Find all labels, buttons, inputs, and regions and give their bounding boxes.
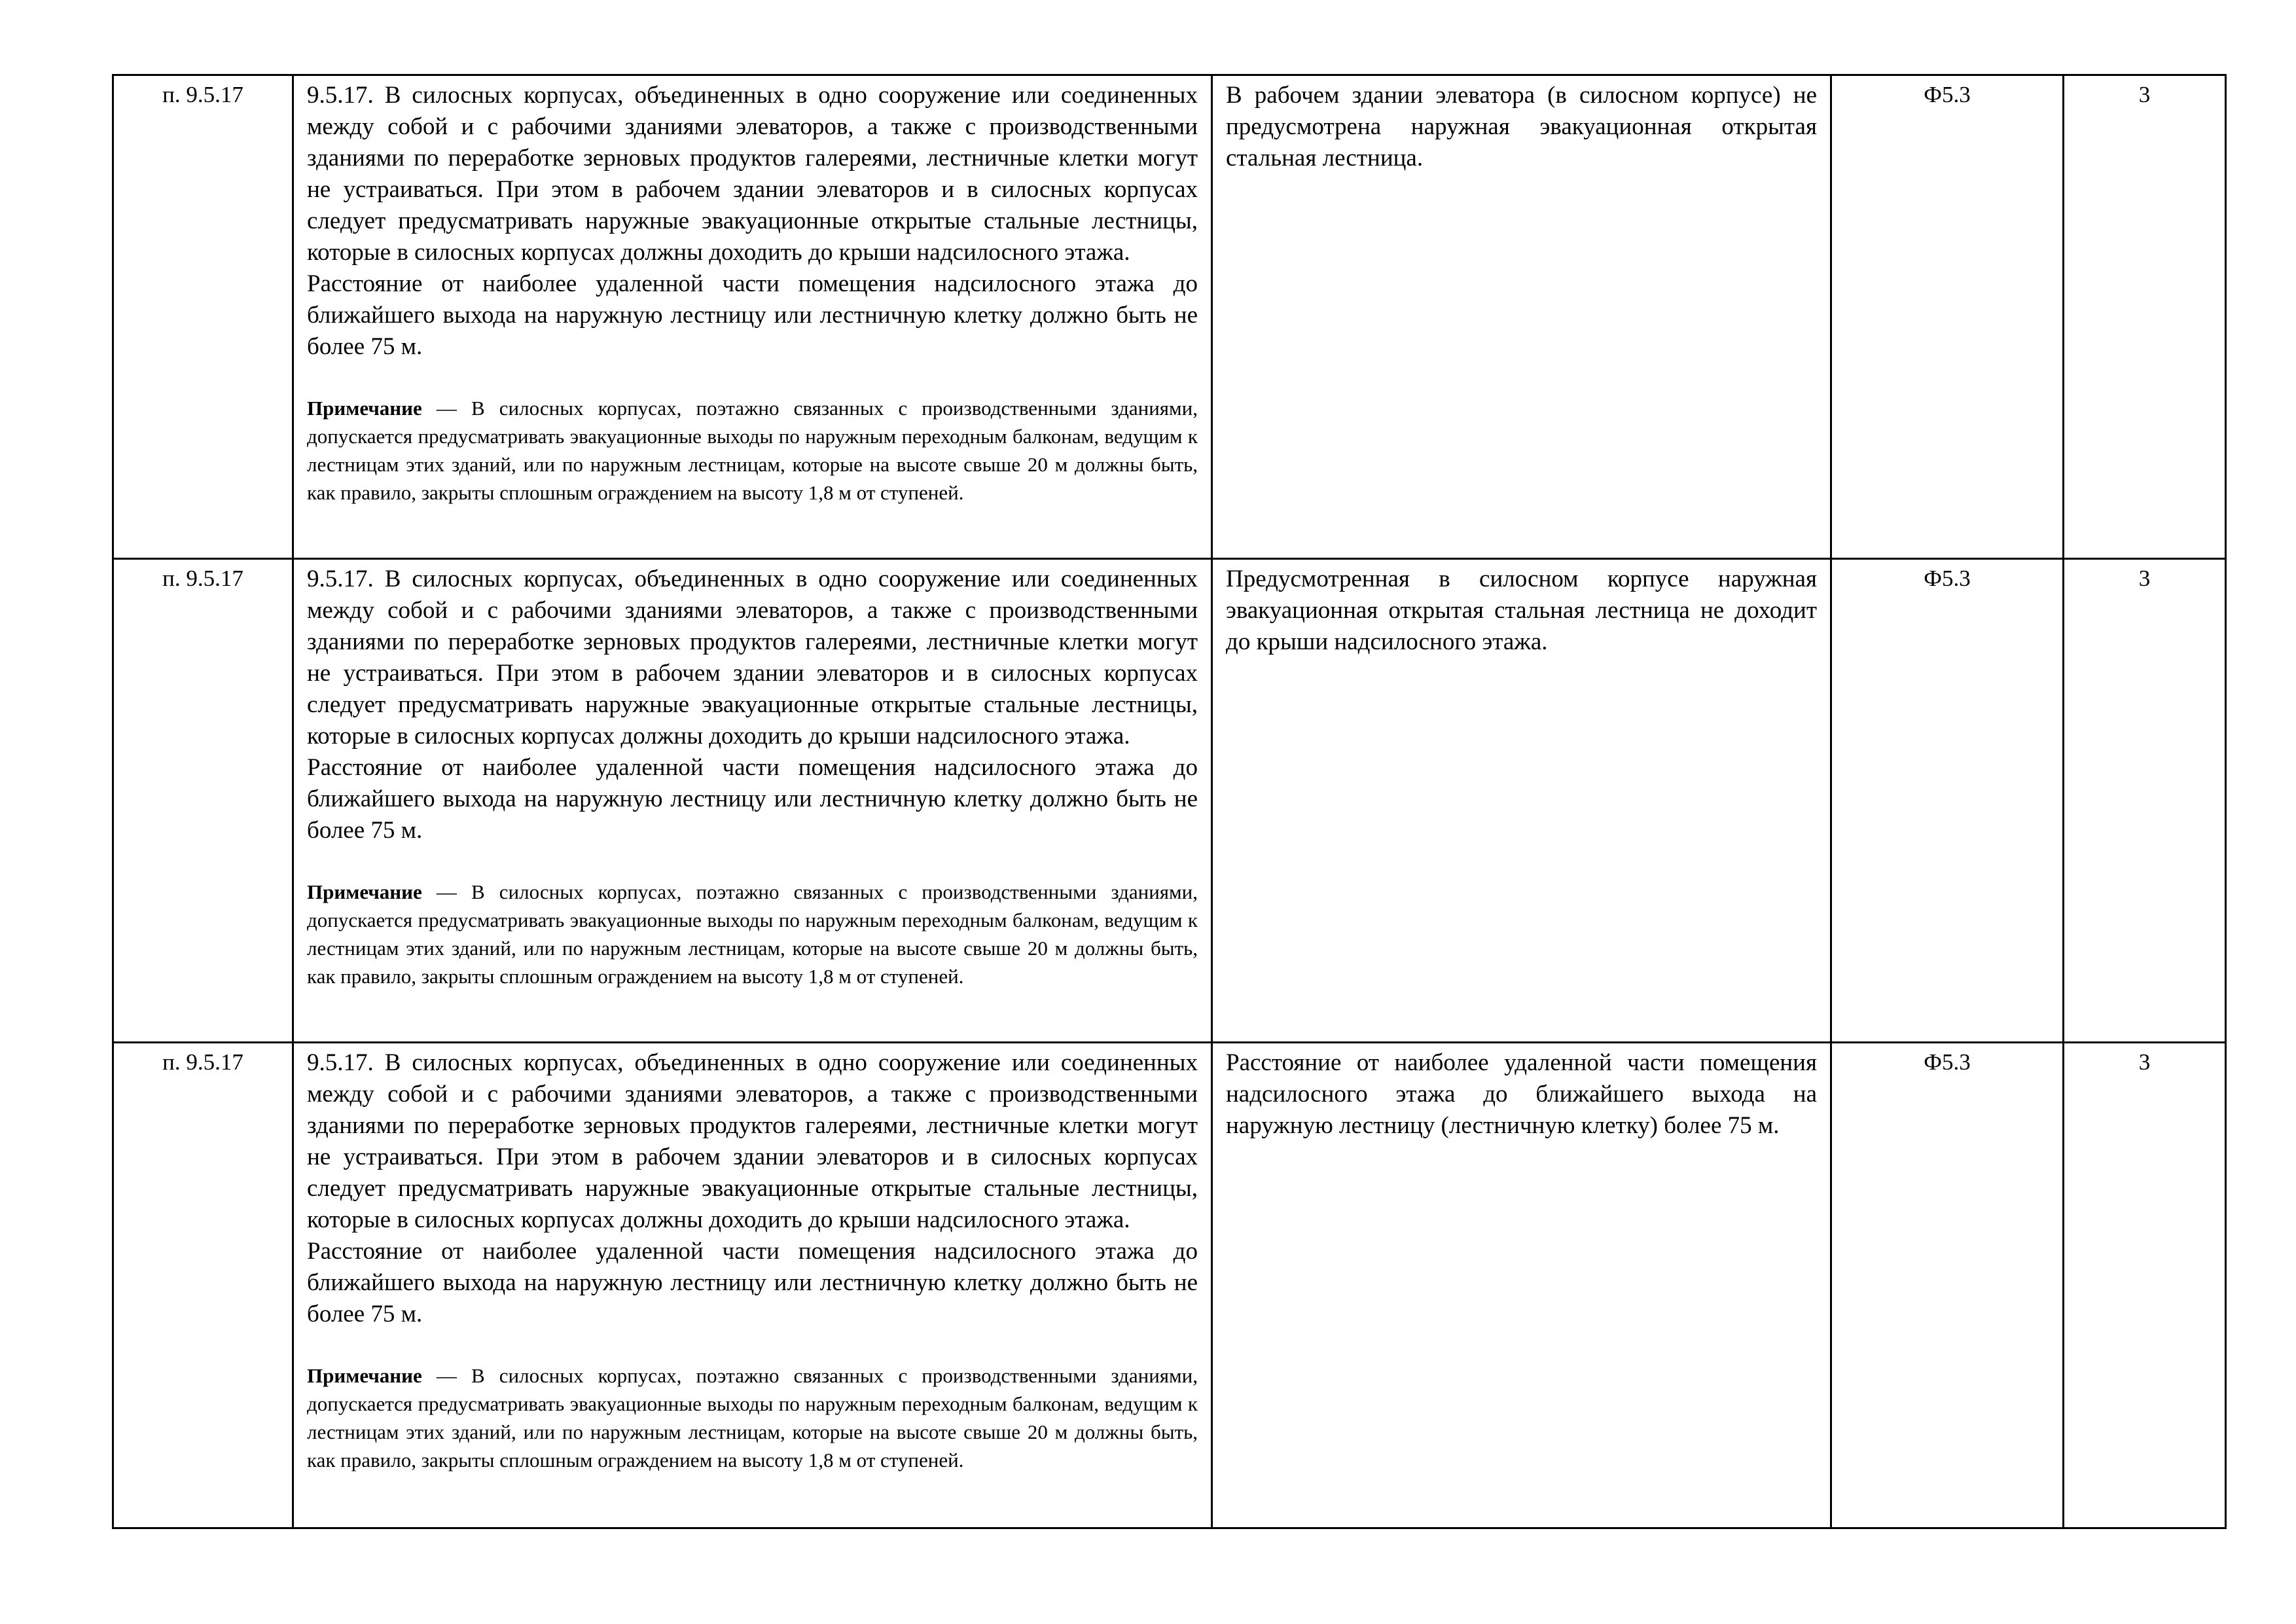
note-text: — В силосных корпусах, поэтажно связанных с производственными зданиями, допускается предусматривать эвакуационные выходы по наружным переходным балконам, ведущим к лестницам этих зданий, или по наружным лестницам, которые на высоте свыше 20 м должны быть, как правило, закрыты сплошным ограждением на высоту 1,8 м от ступеней. [307, 1364, 1198, 1471]
note-label: Примечание [307, 397, 422, 420]
clause-reference: п. 9.5.17 [113, 75, 293, 559]
requirement-note [307, 1362, 1198, 1474]
requirement-distance-text: Расстояние от наиболее удаленной части помещения надсилосного этажа до ближайшего выхода на наружную лестницу или лестничную клетку должно быть не более 75 м. [307, 754, 1198, 844]
category-value: 3 [2064, 559, 2226, 1043]
violation-description: Расстояние от наиболее удаленной части помещения надсилосного этажа до ближайшего выхода на наружную лестницу (лестничную клетку) более 75 м. [1212, 1043, 1831, 1528]
requirement-text-cell [293, 559, 1212, 1043]
requirement-note [307, 394, 1198, 507]
table-row [113, 559, 2226, 1043]
functional-class: Ф5.3 [1831, 1043, 2064, 1528]
functional-class: Ф5.3 [1831, 559, 2064, 1043]
violation-description: Предусмотренная в силосном корпусе наружная эвакуационная открытая стальная лестница не доходит до крыши надсилосного этажа. [1212, 559, 1831, 1043]
requirement-distance-text: Расстояние от наиболее удаленной части помещения надсилосного этажа до ближайшего выхода на наружную лестницу или лестничную клетку должно быть не более 75 м. [307, 1238, 1198, 1327]
clause-reference: п. 9.5.17 [113, 1043, 293, 1528]
requirement-note [307, 878, 1198, 990]
requirements-table [112, 74, 2227, 1529]
note-text: — В силосных корпусах, поэтажно связанных с производственными зданиями, допускается предусматривать эвакуационные выходы по наружным переходным балконам, ведущим к лестницам этих зданий, или по наружным лестницам, которые на высоте свыше 20 м должны быть, как правило, закрыты сплошным ограждением на высоту 1,8 м от ступеней. [307, 880, 1198, 988]
functional-class: Ф5.3 [1831, 75, 2064, 559]
violation-description: В рабочем здании элеватора (в силосном корпусе) не предусмотрена наружная эвакуационная открытая стальная лестница. [1212, 75, 1831, 559]
requirement-distance-text: Расстояние от наиболее удаленной части помещения надсилосного этажа до ближайшего выхода на наружную лестницу или лестничную клетку должно быть не более 75 м. [307, 270, 1198, 360]
note-text: — В силосных корпусах, поэтажно связанных с производственными зданиями, допускается предусматривать эвакуационные выходы по наружным переходным балконам, ведущим к лестницам этих зданий, или по наружным лестницам, которые на высоте свыше 20 м должны быть, как правило, закрыты сплошным ограждением на высоту 1,8 м от ступеней. [307, 397, 1198, 504]
requirement-text: 9.5.17. В силосных корпусах, объединенных в одно сооружение или соединенных между собой и с рабочими зданиями элеваторов, а также с производственными зданиями по переработке зерновых продуктов галереями, лестничные клетки могут не устраиваться. При этом в рабочем здании элеваторов и в силосных корпусах следует предусматривать наружные эвакуационные открытые стальные лестницы, которые в силосных корпусах должны доходить до крыши надсилосного этажа. [307, 82, 1198, 266]
table-row [113, 75, 2226, 559]
requirement-text: 9.5.17. В силосных корпусах, объединенных в одно сооружение или соединенных между собой и с рабочими зданиями элеваторов, а также с производственными зданиями по переработке зерновых продуктов галереями, лестничные клетки могут не устраиваться. При этом в рабочем здании элеваторов и в силосных корпусах следует предусматривать наружные эвакуационные открытые стальные лестницы, которые в силосных корпусах должны доходить до крыши надсилосного этажа. [307, 566, 1198, 749]
clause-reference: п. 9.5.17 [113, 559, 293, 1043]
requirement-text: 9.5.17. В силосных корпусах, объединенных в одно сооружение или соединенных между собой и с рабочими зданиями элеваторов, а также с производственными зданиями по переработке зерновых продуктов галереями, лестничные клетки могут не устраиваться. При этом в рабочем здании элеваторов и в силосных корпусах следует предусматривать наружные эвакуационные открытые стальные лестницы, которые в силосных корпусах должны доходить до крыши надсилосного этажа. [307, 1049, 1198, 1233]
requirement-text-cell [293, 1043, 1212, 1528]
note-label: Примечание [307, 1364, 422, 1387]
requirement-text-cell [293, 75, 1212, 559]
table-row [113, 1043, 2226, 1528]
note-label: Примечание [307, 880, 422, 903]
category-value: 3 [2064, 75, 2226, 559]
category-value: 3 [2064, 1043, 2226, 1528]
